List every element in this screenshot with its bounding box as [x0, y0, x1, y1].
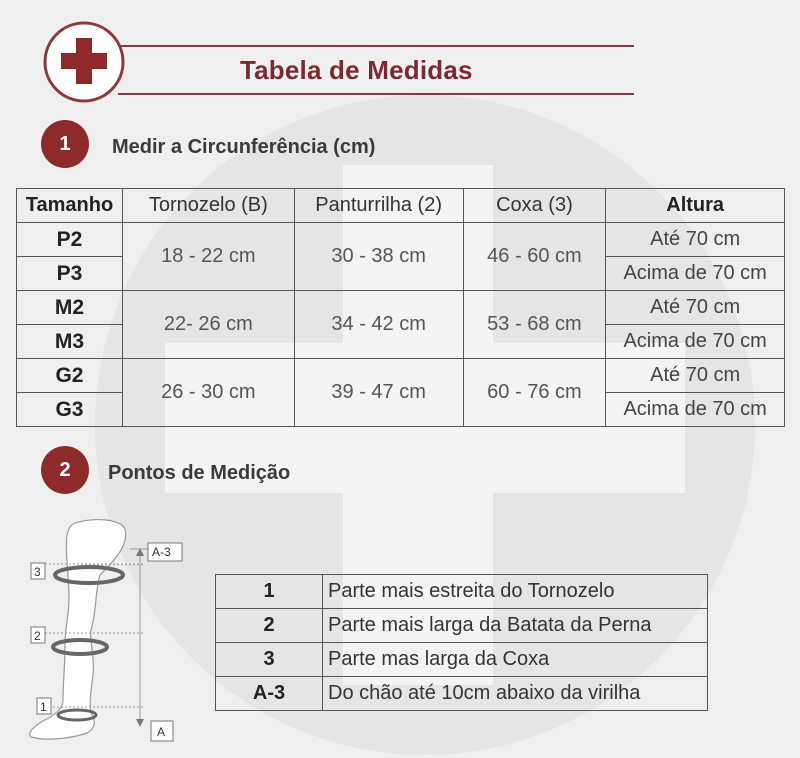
table-header-row: [17, 189, 785, 223]
column-header: Tornozelo (B): [122, 189, 294, 223]
point-code: A-3: [216, 677, 323, 711]
header-line-bottom: [118, 93, 634, 95]
diagram-label: 2: [34, 629, 41, 643]
point-description: Do chão até 10cm abaixo da virilha: [323, 677, 708, 711]
calf-cell: 39 - 47 cm: [294, 359, 463, 427]
size-cell: M3: [17, 325, 123, 359]
points-table: [215, 574, 708, 711]
height-cell: Acima de 70 cm: [606, 393, 785, 427]
height-cell: Até 70 cm: [606, 291, 785, 325]
thigh-cell: 60 - 76 cm: [463, 359, 606, 427]
page-title: Tabela de Medidas: [240, 55, 473, 85]
table-row: [17, 291, 785, 325]
height-cell: Até 70 cm: [606, 223, 785, 257]
section-number-badge: 2: [41, 446, 89, 494]
size-cell: G2: [17, 359, 123, 393]
diagram-label: 1: [40, 700, 47, 714]
size-cell: M2: [17, 291, 123, 325]
header-line-top: [84, 45, 634, 47]
size-cell: G3: [17, 393, 123, 427]
size-cell: P2: [17, 223, 123, 257]
calf-cell: 34 - 42 cm: [294, 291, 463, 359]
height-cell: Acima de 70 cm: [606, 325, 785, 359]
point-code: 2: [216, 609, 323, 643]
column-header: Coxa (3): [463, 189, 606, 223]
column-header: Panturrilha (2): [294, 189, 463, 223]
thigh-cell: 46 - 60 cm: [463, 223, 606, 291]
point-description: Parte mais larga da Batata da Perna: [323, 609, 708, 643]
ankle-cell: 26 - 30 cm: [122, 359, 294, 427]
size-cell: P3: [17, 257, 123, 291]
height-cell: Até 70 cm: [606, 359, 785, 393]
medical-cross-icon: [42, 20, 126, 104]
table-row: [17, 359, 785, 393]
calf-cell: 30 - 38 cm: [294, 223, 463, 291]
column-header: Tamanho: [17, 189, 123, 223]
diagram-label: A-3: [152, 545, 171, 559]
diagram-label: 3: [34, 565, 41, 579]
point-code: 1: [216, 575, 323, 609]
ankle-cell: 18 - 22 cm: [122, 223, 294, 291]
table-row: [216, 609, 708, 643]
point-description: Parte mais estreita do Tornozelo: [323, 575, 708, 609]
column-header: Altura: [606, 189, 785, 223]
point-description: Parte mas larga da Coxa: [323, 643, 708, 677]
table-row: [216, 677, 708, 711]
table-row: [216, 575, 708, 609]
diagram-label: A: [157, 725, 166, 739]
leg-diagram-icon: [25, 515, 195, 747]
section-title: Pontos de Medição: [108, 462, 291, 484]
table-row: [17, 223, 785, 257]
ankle-cell: 22- 26 cm: [122, 291, 294, 359]
section-number-badge: 1: [41, 120, 89, 168]
height-cell: Acima de 70 cm: [606, 257, 785, 291]
size-table: [16, 188, 785, 427]
point-code: 3: [216, 643, 323, 677]
table-row: [216, 643, 708, 677]
thigh-cell: 53 - 68 cm: [463, 291, 606, 359]
section-title: Medir a Circunferência (cm): [112, 136, 376, 158]
